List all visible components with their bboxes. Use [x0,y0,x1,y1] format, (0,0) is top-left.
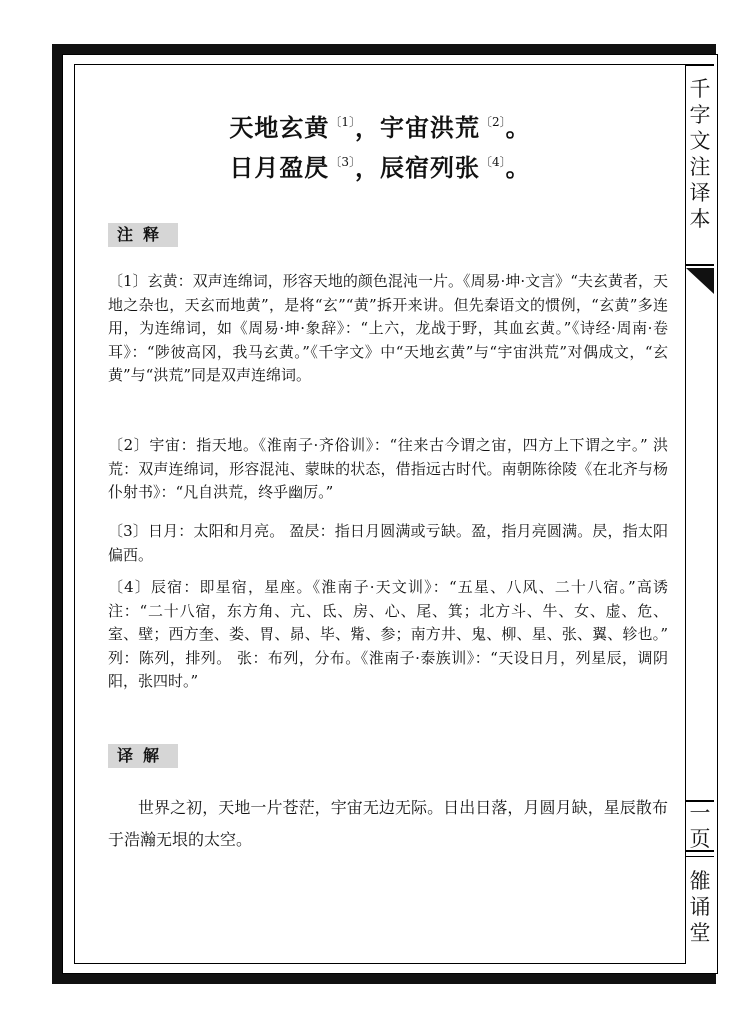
page-label-wrap [686,800,714,851]
note-4: 〔4〕辰宿：即星宿，星座。《淮南子·天文训》：“五星、八风、二十八宿。”高诱注：“二十八宿，东方角、亢、氐、房、心、尾、箕；北方斗、牛、女、虚、危、室、壁；西方奎、娄、胃、昴、毕、觜、参；南方井、鬼、柳、星、张、翼、轸也。” 列：陈列，排列。 张：布列，分布。《淮南子·泰族训》：“天设日月，列星辰，调阴阳，张四时。” [108,578,668,691]
verse-line-1-b: ，宇宙洪荒 [355,113,480,142]
verse-line-2 [180,148,580,183]
note-1: 〔1〕玄黄：双声连绵词，形容天地的颜色混沌一片。《周易·坤·文言》“夫玄黄者，天地之杂也，天玄而地黄”，是将“玄”“黄”拆开来讲。但先秦语文的惯例，“玄黄”多连用，为连绵词，如《周易·坤·象辞》：“上六，龙战于野，其血玄黄。”《诗经·周南·卷耳》：“陟彼高冈，我马玄黄。”《千字文》中“天地玄黄”与“宇宙洪荒”对偶成文，“玄黄”与“洪荒”同是双声连绵词。 [108,272,668,385]
sidebar-triangle-icon [686,268,714,294]
sidebar-rule-3 [686,850,714,852]
notes-heading: 注释 [108,223,178,247]
sidebar-top-rule [686,64,714,66]
note-2: 〔2〕宇宙：指天地。《淮南子·齐俗训》：“往来古今谓之宙，四方上下谓之宇。” 洪荒：双声连绵词，形容混沌、蒙昧的状态，借指远古时代。南朝陈徐陵《在北齐与杨仆射书》：“凡自洪荒，终乎幽厉。” [108,436,668,502]
note-ref-2: 〔2〕 [480,115,506,129]
verse-line-2-a: 日月盈昃 [229,153,330,182]
verse-line-1-a: 天地玄黄 [229,113,330,142]
sidebar-rule-4 [686,856,714,857]
sidebar-title-wrap [686,76,714,266]
publisher-name: 雒诵堂 [689,869,711,945]
book-title: 千字文注译本 [689,77,711,231]
note-ref-3: 〔3〕 [329,155,355,169]
translation-text: 世界之初，天地一片苍茫，宇宙无边无际。日出日落，月圆月缺，星辰散布于浩瀚无垠的太空。 [108,798,668,849]
verse-line-2-b: ，辰宿列张 [355,153,480,182]
publisher-wrap [686,868,714,958]
verse-line-1 [180,108,580,143]
note-ref-1: 〔1〕 [329,115,355,129]
note-3: 〔3〕日月：太阳和月亮。 盈昃：指日月圆满或亏缺。盈，指月亮圆满。昃，指太阳偏西。 [108,522,668,564]
verse-line-2-end: 。 [505,153,531,182]
sidebar-rule-1 [686,264,714,266]
note-ref-4: 〔4〕 [480,155,506,169]
translation-heading: 译解 [108,744,178,768]
page-label: 一页 [689,801,711,851]
verse-line-1-end: 。 [505,113,531,142]
